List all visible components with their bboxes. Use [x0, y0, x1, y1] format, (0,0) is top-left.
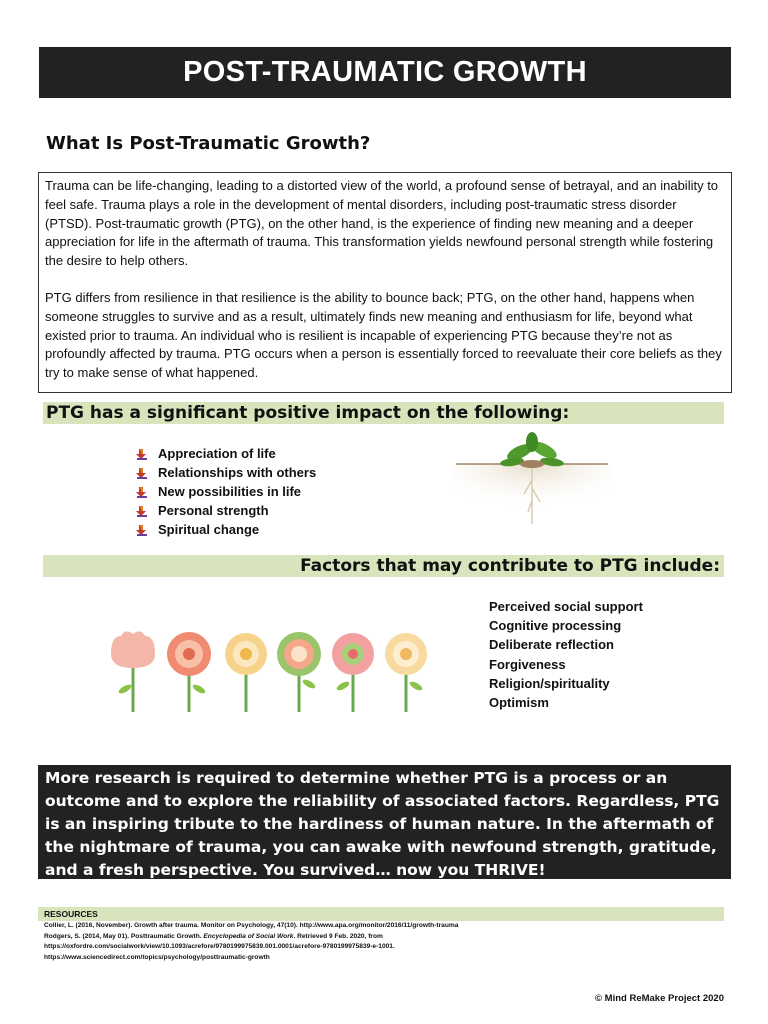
impact-heading-bar: [43, 402, 724, 424]
reference-4-link[interactable]: https://www.sciencedirect.com/topics/psychology/posttraumatic-growth: [44, 953, 270, 961]
arrow-bullet-icon: [136, 467, 148, 479]
sprouting-plant-illustration: [452, 430, 612, 530]
list-item: [136, 444, 316, 463]
reference-2: Rodgers, S. (2014, May 01). Posttraumatic Growth. Encyclopedia of Social Work. Retrieved 9 Feb. 2020, from: [44, 932, 383, 940]
list-item: [136, 482, 316, 501]
section-heading: What Is Post-Traumatic Growth?: [46, 133, 371, 154]
list-item: [136, 501, 316, 520]
reference-3-link[interactable]: https://oxfordre.com/socialwork/view/10.1093/acrefore/9780199975839.001.0001/acrefore-9780199975839-e-1001.: [44, 943, 395, 950]
impact-item-label: New possibilities in life: [158, 484, 302, 499]
factors-list: [489, 597, 643, 712]
page-title-banner: [39, 47, 731, 98]
copyright-text: © Mind ReMake Project 2020: [595, 993, 724, 1004]
arrow-bullet-icon: [136, 486, 148, 498]
page-title: POST-TRAUMATIC GROWTH: [183, 56, 587, 88]
impact-list: [136, 444, 316, 539]
intro-paragraph-2: PTG differs from resilience in that resilience is the ability to bounce back; PTG, on the other hand, happens when someone struggles to survive and as a result, ultimately finds new meaning and enthusiasm for life, beyond what existed prior to trauma. An individual who is resilient is incapable of experiencing PTG because they’re not as profoundly affected by trauma. PTG occurs when a person is essentially forced to reevaluate their core beliefs as they try to make sense of what happened.: [45, 289, 722, 381]
impact-item-label: Personal strength: [158, 503, 269, 518]
arrow-bullet-icon: [136, 448, 148, 460]
impact-item-label: Relationships with others: [158, 465, 317, 480]
impact-item-label: Spiritual change: [158, 522, 260, 537]
conclusion-box: [38, 765, 731, 879]
list-item: Optimism: [489, 694, 549, 710]
references: [44, 921, 724, 963]
intro-paragraph-1: Trauma can be life-changing, leading to a distorted view of the world, a profound sense of betrayal, and an inability to feel safe. Trauma plays a role in the development of mental disorders, including post-traumatic stress disorder (PTSD). Post-traumatic growth (PTG), on the other hand, is the experience of finding new meaning and a deeper appreciation for life in the aftermath of trauma. This transformation yields newfound personal strength while fostering the desire to help others.: [45, 178, 719, 269]
list-item: [136, 520, 316, 539]
list-item: Deliberate reflection: [489, 637, 614, 653]
list-item: Cognitive processing: [489, 618, 622, 634]
list-item: Religion/spirituality: [489, 675, 610, 691]
factors-heading: Factors that may contribute to PTG include:: [300, 556, 720, 576]
list-item: Perceived social support: [489, 599, 643, 614]
factors-heading-bar: [43, 555, 724, 577]
reference-1: Collier, L. (2016, November). Growth after trauma. Monitor on Psychology, 47(10). http://www.apa.org/monitor/2016/11/growth-trauma: [44, 922, 459, 929]
list-item: Forgiveness: [489, 656, 566, 672]
arrow-bullet-icon: [136, 524, 148, 536]
list-item: [136, 463, 316, 482]
intro-box: [38, 172, 732, 393]
reference-2-journal: Encyclopedia of Social Work: [203, 932, 294, 940]
resources-heading-bar: [38, 907, 724, 921]
resources-label: RESOURCES: [44, 909, 98, 919]
conclusion-text: More research is required to determine whether PTG is a process or an outcome and to explore the reliability of associated factors. Regardless, PTG is an inspiring tribute to the hardiness of human nature. In the aftermath of the nightmare of trauma, you can awake with newfound strength, gratitude, and a fresh perspective. You survived… now you THRIVE!: [45, 769, 720, 879]
flowers-illustration: [103, 594, 433, 722]
impact-item-label: Appreciation of life: [158, 446, 276, 461]
arrow-bullet-icon: [136, 505, 148, 517]
impact-heading: PTG has a significant positive impact on the following:: [46, 403, 570, 423]
